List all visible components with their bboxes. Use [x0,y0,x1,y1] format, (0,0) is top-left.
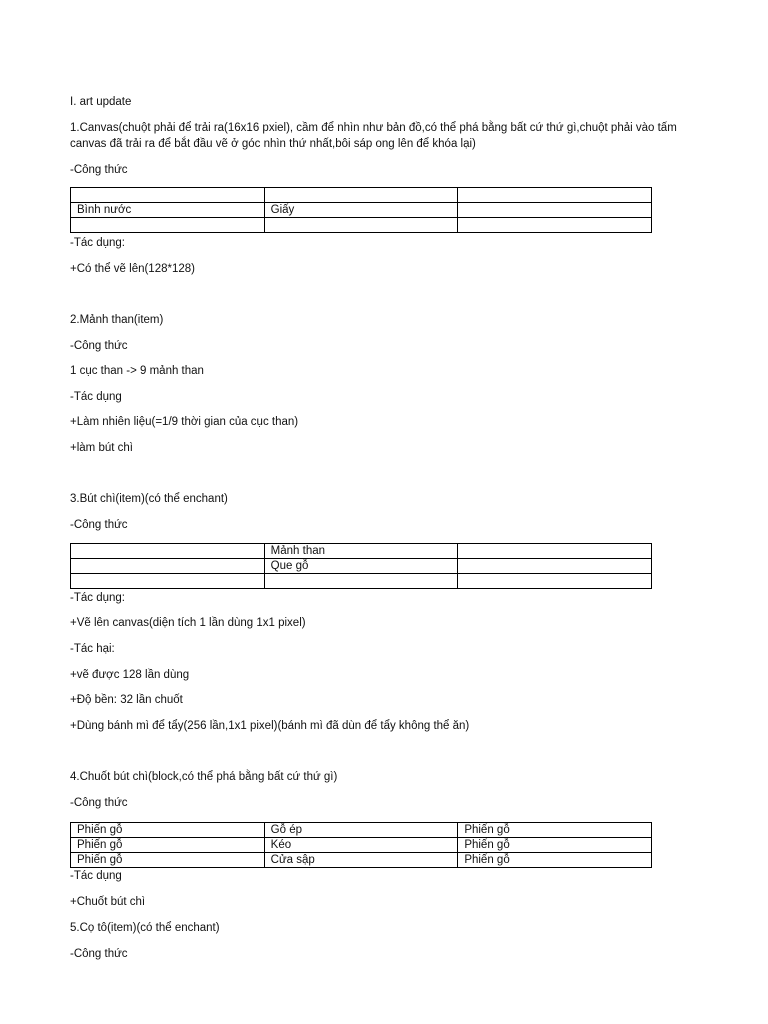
table-cell [458,574,652,589]
pencil-recipe-table [70,543,652,589]
table-cell [71,218,265,233]
sharpener-effect-label: -Tác dụng [70,870,122,882]
table-cell: Phiến gỗ [71,853,265,868]
pencil-recipe-label: -Công thức [70,519,128,531]
sharpener-effect: +Chuốt bút chì [70,896,146,908]
canvas-effect: +Có thể vẽ lên(128*128) [70,263,195,275]
table-cell [458,203,652,218]
table-row [71,838,652,853]
table-cell: Gỗ ép [264,823,458,838]
table-cell: Que gỗ [264,559,458,574]
sharpener-recipe-label: -Công thức [70,797,128,809]
table-cell [264,218,458,233]
table-cell [458,544,652,559]
table-cell [458,188,652,203]
table-cell: Phiến gỗ [458,823,652,838]
table-cell [264,574,458,589]
table-row [71,574,652,589]
sharpener-heading: 4.Chuốt bút chì(block,có thể phá bằng bất cứ thứ gì) [70,771,338,783]
sharpener-recipe-table [70,822,652,868]
section-title: I. art update [70,96,132,108]
table-row [71,218,652,233]
charcoal-effect: +Làm nhiên liệu(=1/9 thời gian của cục than) [70,416,299,428]
canvas-recipe-table [70,187,652,233]
canvas-recipe-label: -Công thức [70,164,128,176]
table-cell: Phiến gỗ [71,838,265,853]
canvas-effect-label: -Tác dụng: [70,237,125,249]
table-row [71,203,652,218]
table-row [71,823,652,838]
canvas-heading: 1.Canvas(chuột phải để trải ra(16x16 pxiel), cầm để nhìn như bản đồ,có thể phá bằng bất cứ thứ gì,chuột phải vào tấm canvas đã trải ra để bắt đầu vẽ ở góc nhìn thứ nhất,bôi sáp ong lên để khóa lại) [70,122,677,150]
table-cell: Cửa sập [264,853,458,868]
pencil-harm-label: -Tác hại: [70,643,115,655]
table-row [71,559,652,574]
table-cell [71,574,265,589]
brush-heading: 5.Cọ tô(item)(có thể enchant) [70,922,220,934]
pencil-harm: +Độ bền: 32 lần chuốt [70,694,183,706]
table-cell: Phiến gỗ [71,823,265,838]
table-row [71,544,652,559]
table-cell: Phiến gỗ [458,853,652,868]
charcoal-effect-label: -Tác dụng [70,391,122,403]
table-cell [71,544,265,559]
brush-recipe-label: -Công thức [70,948,128,960]
pencil-effect-label: -Tác dụng: [70,592,125,604]
table-cell: Phiến gỗ [458,838,652,853]
charcoal-recipe-text: 1 cục than -> 9 mảnh than [70,365,204,377]
table-cell [264,188,458,203]
table-cell [458,218,652,233]
pencil-effect: +Vẽ lên canvas(diện tích 1 lần dùng 1x1 pixel) [70,617,306,629]
table-row [71,853,652,868]
charcoal-heading: 2.Mảnh than(item) [70,314,164,326]
table-cell: Bình nước [71,203,265,218]
table-cell [458,559,652,574]
table-cell: Mảnh than [264,544,458,559]
table-cell [71,188,265,203]
table-cell: Kéo [264,838,458,853]
charcoal-effect: +làm bút chì [70,442,133,454]
table-cell [71,559,265,574]
table-cell: Giấy [264,203,458,218]
pencil-heading: 3.Bút chì(item)(có thể enchant) [70,493,228,505]
charcoal-recipe-label: -Công thức [70,340,128,352]
pencil-harm: +vẽ được 128 lần dùng [70,669,190,681]
table-row [71,188,652,203]
pencil-harm: +Dùng bánh mì để tẩy(256 lần,1x1 pixel)(bánh mì đã dùn để tẩy không thể ăn) [70,720,470,732]
